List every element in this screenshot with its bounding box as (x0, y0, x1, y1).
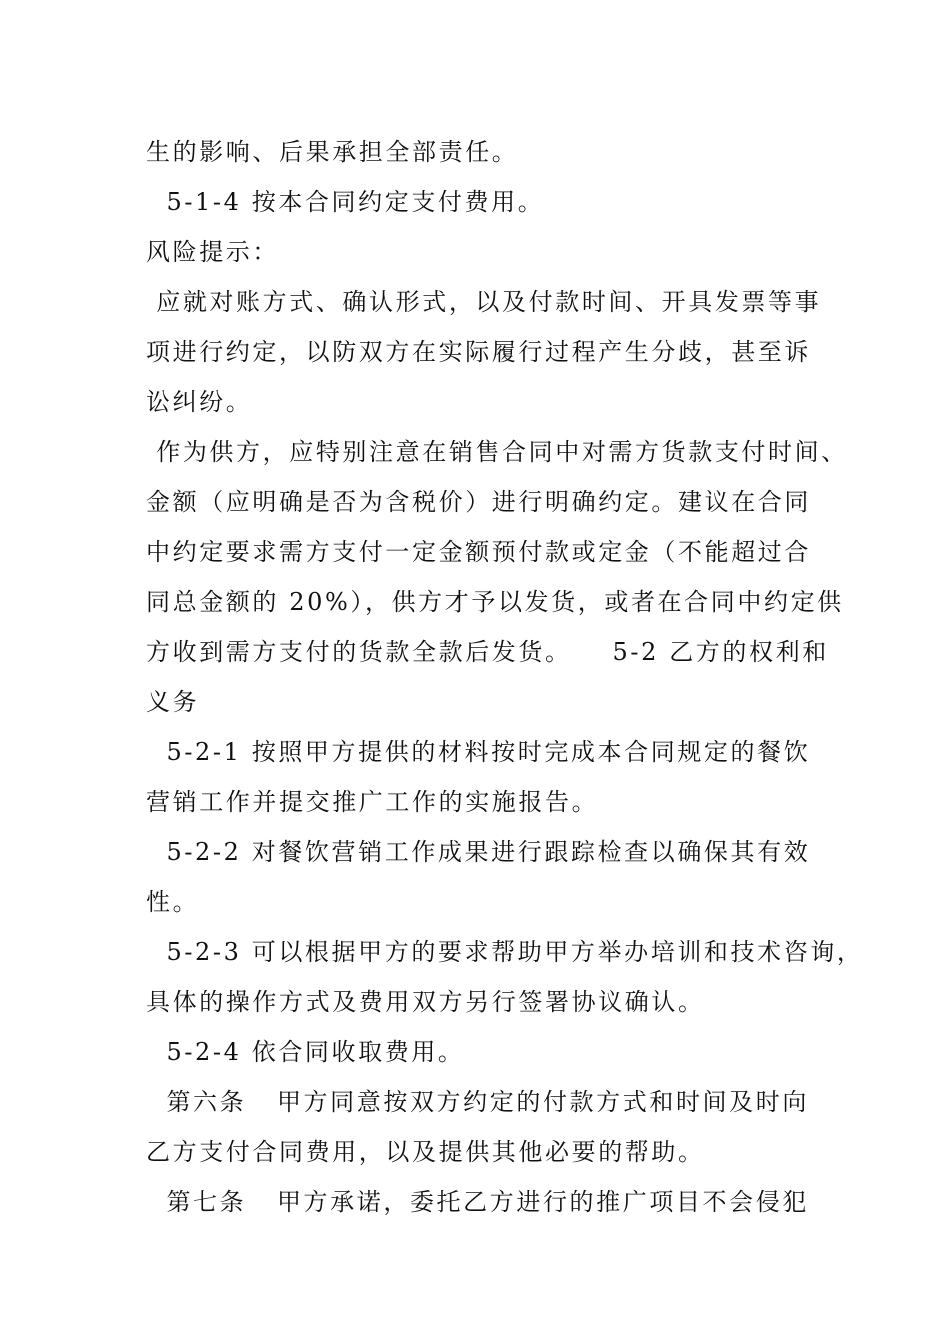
text-line: 同总金额的 20%），供方才予以发货，或者在合同中约定供 (146, 588, 844, 616)
text-line: 风险提示： (146, 238, 279, 266)
text-line: 5-2-4 依合同收取费用。 (146, 1038, 465, 1066)
text-line: 5-2-2 对餐饮营销工作成果进行跟踪检查以确保其有效 (146, 838, 811, 866)
text-line: 5-2-1 按照甲方提供的材料按时完成本合同规定的餐饮 (146, 738, 811, 766)
text-line: 金额（应明确是否为含税价）进行明确约定。建议在合同 (146, 488, 811, 516)
text-line: 项进行约定，以防双方在实际履行过程产生分歧，甚至诉 (146, 338, 811, 366)
text-line: 乙方支付合同费用，以及提供其他必要的帮助。 (146, 1138, 705, 1166)
text-line: 作为供方，应特别注意在销售合同中对需方货款支付时间、 (146, 438, 848, 466)
text-line: 生的影响、后果承担全部责任。 (146, 138, 519, 166)
text-line: 第六条 甲方同意按双方约定的付款方式和时间及时向 (146, 1088, 809, 1116)
text-line: 性。 (146, 888, 200, 916)
text-line: 方收到需方支付的货款全款后发货。 5-2 乙方的权利和 (146, 638, 829, 666)
text-line: 第七条 甲方承诺，委托乙方进行的推广项目不会侵犯 (146, 1188, 809, 1216)
text-line: 应就对账方式、确认形式，以及付款时间、开具发票等事 (146, 288, 822, 316)
text-line: 讼纠纷。 (146, 388, 253, 416)
text-line: 义务 (146, 688, 200, 716)
text-line: 具体的操作方式及费用双方另行签署协议确认。 (146, 988, 705, 1016)
text-line: 5-1-4 按本合同约定支付费用。 (146, 188, 545, 216)
text-line: 中约定要求需方支付一定金额预付款或定金（不能超过合 (146, 538, 811, 566)
text-line: 营销工作并提交推广工作的实施报告。 (146, 788, 599, 816)
text-line: 5-2-3 可以根据甲方的要求帮助甲方举办培训和技术咨询， (146, 938, 864, 966)
